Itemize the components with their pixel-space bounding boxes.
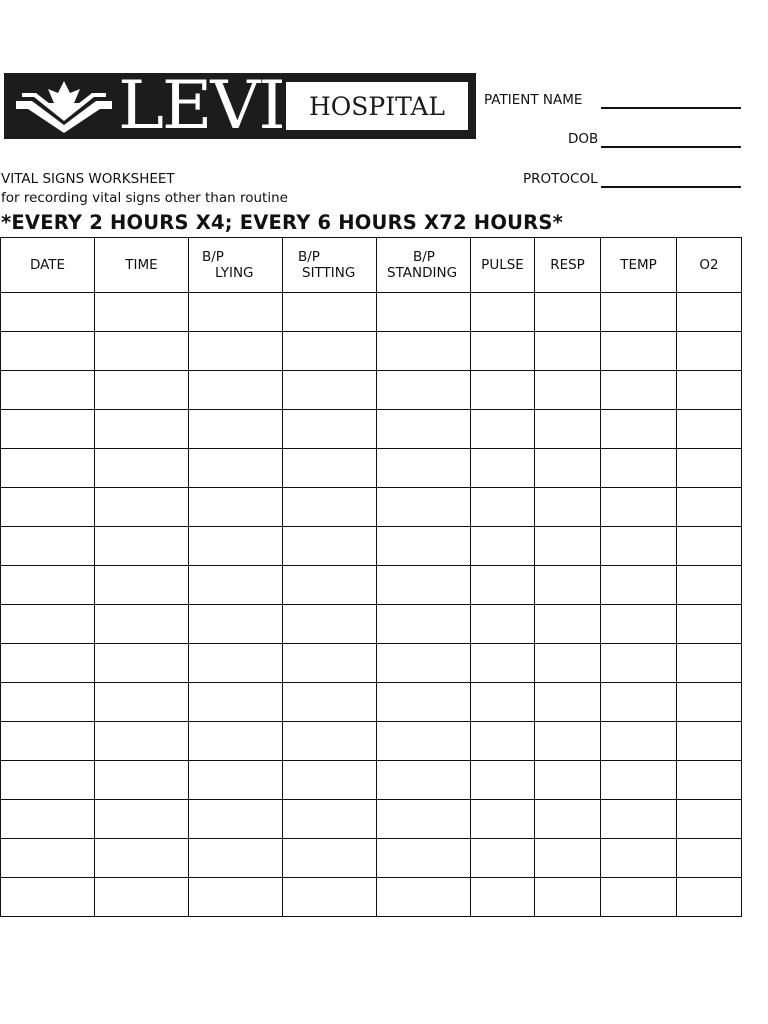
column-header-o2	[677, 238, 742, 293]
cell-pulse[interactable]	[471, 878, 535, 917]
cell-time[interactable]	[95, 761, 189, 800]
cell-b-p-standing[interactable]	[377, 605, 471, 644]
dob-field[interactable]	[601, 146, 741, 148]
cell-resp[interactable]	[535, 761, 601, 800]
cell-b-p-sitting[interactable]	[283, 605, 377, 644]
cell-o2[interactable]	[677, 800, 742, 839]
hospital-logo	[4, 67, 476, 144]
cell-o2[interactable]	[677, 839, 742, 878]
cell-pulse[interactable]	[471, 332, 535, 371]
cell-b-p-standing[interactable]	[377, 644, 471, 683]
cell-b-p-sitting[interactable]	[283, 644, 377, 683]
cell-temp[interactable]	[601, 566, 677, 605]
table-row	[1, 722, 742, 761]
cell-pulse[interactable]	[471, 371, 535, 410]
cell-date[interactable]	[1, 878, 95, 917]
cell-date[interactable]	[1, 527, 95, 566]
cell-b-p-standing[interactable]	[377, 410, 471, 449]
cell-temp[interactable]	[601, 878, 677, 917]
cell-temp[interactable]	[601, 683, 677, 722]
cell-temp[interactable]	[601, 527, 677, 566]
column-header-label: DATE	[29, 257, 66, 273]
cell-o2[interactable]	[677, 683, 742, 722]
cell-resp[interactable]	[535, 683, 601, 722]
cell-time[interactable]	[95, 527, 189, 566]
cell-pulse[interactable]	[471, 761, 535, 800]
cell-pulse[interactable]	[471, 293, 535, 332]
cell-date[interactable]	[1, 371, 95, 410]
cell-resp[interactable]	[535, 449, 601, 488]
cell-b-p-lying[interactable]	[189, 722, 283, 761]
table-row	[1, 566, 742, 605]
cell-b-p-standing[interactable]	[377, 722, 471, 761]
cell-b-p-sitting[interactable]	[283, 410, 377, 449]
table-row	[1, 410, 742, 449]
column-header-date	[1, 238, 95, 293]
cell-pulse[interactable]	[471, 566, 535, 605]
cell-pulse[interactable]	[471, 683, 535, 722]
column-header-time	[95, 238, 189, 293]
table-row	[1, 800, 742, 839]
cell-date[interactable]	[1, 488, 95, 527]
column-header-label: PULSE	[481, 257, 524, 273]
table-row	[1, 488, 742, 527]
cell-temp[interactable]	[601, 722, 677, 761]
cell-o2[interactable]	[677, 488, 742, 527]
cell-temp[interactable]	[601, 488, 677, 527]
cell-pulse[interactable]	[471, 644, 535, 683]
cell-o2[interactable]	[677, 878, 742, 917]
cell-time[interactable]	[95, 293, 189, 332]
cell-o2[interactable]	[677, 566, 742, 605]
column-header-label: B/P	[202, 249, 224, 265]
logo-subtitle: HOSPITAL	[308, 92, 446, 121]
patient-name-field[interactable]	[601, 107, 741, 109]
cell-temp[interactable]	[601, 605, 677, 644]
cell-temp[interactable]	[601, 761, 677, 800]
cell-o2[interactable]	[677, 293, 742, 332]
cell-time[interactable]	[95, 605, 189, 644]
cell-b-p-lying[interactable]	[189, 332, 283, 371]
cell-time[interactable]	[95, 878, 189, 917]
cell-b-p-lying[interactable]	[189, 527, 283, 566]
column-header-sublabel: STANDING	[387, 265, 458, 281]
cell-o2[interactable]	[677, 449, 742, 488]
cell-b-p-sitting[interactable]	[283, 293, 377, 332]
table-row	[1, 371, 742, 410]
column-header-label: O2	[699, 257, 719, 273]
cell-pulse[interactable]	[471, 839, 535, 878]
column-header-sublabel: SITTING	[302, 265, 356, 281]
cell-date[interactable]	[1, 293, 95, 332]
cell-b-p-standing[interactable]	[377, 839, 471, 878]
cell-pulse[interactable]	[471, 488, 535, 527]
cell-o2[interactable]	[677, 371, 742, 410]
table-row	[1, 293, 742, 332]
cell-b-p-standing[interactable]	[377, 293, 471, 332]
table-row	[1, 449, 742, 488]
column-header-label: TEMP	[620, 257, 657, 273]
cell-b-p-standing[interactable]	[377, 878, 471, 917]
cell-b-p-sitting[interactable]	[283, 566, 377, 605]
cell-pulse[interactable]	[471, 449, 535, 488]
cell-time[interactable]	[95, 683, 189, 722]
table-header-row	[1, 238, 742, 293]
cell-b-p-sitting[interactable]	[283, 332, 377, 371]
cell-time[interactable]	[95, 644, 189, 683]
cell-temp[interactable]	[601, 371, 677, 410]
vitals-table-body	[1, 293, 742, 917]
cell-pulse[interactable]	[471, 800, 535, 839]
cell-date[interactable]	[1, 605, 95, 644]
cell-o2[interactable]	[677, 605, 742, 644]
cell-b-p-sitting[interactable]	[283, 449, 377, 488]
logo-wordmark: LEVI	[118, 67, 284, 144]
protocol-banner: *EVERY 2 HOURS X4; EVERY 6 HOURS X72 HOURS*	[1, 211, 563, 234]
column-header-temp	[601, 238, 677, 293]
cell-date[interactable]	[1, 332, 95, 371]
cell-date[interactable]	[1, 800, 95, 839]
cell-time[interactable]	[95, 371, 189, 410]
cell-b-p-standing[interactable]	[377, 683, 471, 722]
cell-date[interactable]	[1, 722, 95, 761]
cell-temp[interactable]	[601, 839, 677, 878]
cell-time[interactable]	[95, 449, 189, 488]
cell-pulse[interactable]	[471, 722, 535, 761]
cell-o2[interactable]	[677, 644, 742, 683]
cell-time[interactable]	[95, 488, 189, 527]
cell-time[interactable]	[95, 800, 189, 839]
column-header-label: B/P	[298, 249, 320, 265]
column-header-sublabel: LYING	[215, 265, 254, 281]
column-header-pulse	[471, 238, 535, 293]
cell-date[interactable]	[1, 410, 95, 449]
cell-resp[interactable]	[535, 878, 601, 917]
cell-resp[interactable]	[535, 722, 601, 761]
cell-resp[interactable]	[535, 566, 601, 605]
table-row	[1, 644, 742, 683]
cell-b-p-lying[interactable]	[189, 761, 283, 800]
cell-time[interactable]	[95, 410, 189, 449]
cell-pulse[interactable]	[471, 605, 535, 644]
cell-date[interactable]	[1, 839, 95, 878]
column-header-label: RESP	[550, 257, 585, 273]
cell-o2[interactable]	[677, 332, 742, 371]
cell-pulse[interactable]	[471, 527, 535, 566]
column-header-bp-sitting	[283, 238, 377, 293]
worksheet-title: VITAL SIGNS WORKSHEET	[1, 171, 175, 187]
column-header-label: TIME	[125, 257, 158, 273]
cell-b-p-sitting[interactable]	[283, 722, 377, 761]
cell-o2[interactable]	[677, 761, 742, 800]
cell-b-p-lying[interactable]	[189, 566, 283, 605]
cell-o2[interactable]	[677, 527, 742, 566]
column-header-bp-lying	[189, 238, 283, 293]
cell-b-p-sitting[interactable]	[283, 683, 377, 722]
cell-b-p-standing[interactable]	[377, 371, 471, 410]
table-row	[1, 683, 742, 722]
cell-pulse[interactable]	[471, 410, 535, 449]
cell-date[interactable]	[1, 683, 95, 722]
cell-date[interactable]	[1, 449, 95, 488]
cell-resp[interactable]	[535, 332, 601, 371]
cell-resp[interactable]	[535, 488, 601, 527]
protocol-label: PROTOCOL	[523, 171, 598, 187]
cell-resp[interactable]	[535, 371, 601, 410]
cell-resp[interactable]	[535, 839, 601, 878]
cell-b-p-lying[interactable]	[189, 644, 283, 683]
cell-b-p-sitting[interactable]	[283, 839, 377, 878]
cell-temp[interactable]	[601, 644, 677, 683]
column-header-resp	[535, 238, 601, 293]
cell-o2[interactable]	[677, 410, 742, 449]
cell-temp[interactable]	[601, 410, 677, 449]
cell-o2[interactable]	[677, 722, 742, 761]
dob-label: DOB	[568, 131, 599, 147]
vitals-table	[0, 237, 742, 917]
cell-temp[interactable]	[601, 800, 677, 839]
table-row	[1, 332, 742, 371]
table-row	[1, 761, 742, 800]
table-row	[1, 605, 742, 644]
cell-time[interactable]	[95, 839, 189, 878]
cell-b-p-lying[interactable]	[189, 683, 283, 722]
column-header-label: B/P	[413, 249, 435, 265]
cell-resp[interactable]	[535, 644, 601, 683]
cell-temp[interactable]	[601, 293, 677, 332]
cell-resp[interactable]	[535, 800, 601, 839]
cell-b-p-sitting[interactable]	[283, 761, 377, 800]
cell-date[interactable]	[1, 761, 95, 800]
cell-date[interactable]	[1, 644, 95, 683]
protocol-field[interactable]	[601, 186, 741, 188]
table-row	[1, 527, 742, 566]
cell-b-p-sitting[interactable]	[283, 371, 377, 410]
cell-time[interactable]	[95, 722, 189, 761]
cell-resp[interactable]	[535, 293, 601, 332]
cell-temp[interactable]	[601, 332, 677, 371]
cell-resp[interactable]	[535, 605, 601, 644]
cell-b-p-lying[interactable]	[189, 371, 283, 410]
cell-b-p-lying[interactable]	[189, 293, 283, 332]
cell-b-p-sitting[interactable]	[283, 488, 377, 527]
patient-name-label: PATIENT NAME	[484, 92, 583, 108]
cell-b-p-lying[interactable]	[189, 800, 283, 839]
cell-b-p-standing[interactable]	[377, 488, 471, 527]
cell-b-p-lying[interactable]	[189, 878, 283, 917]
table-row	[1, 839, 742, 878]
cell-b-p-standing[interactable]	[377, 800, 471, 839]
cell-temp[interactable]	[601, 449, 677, 488]
cell-b-p-lying[interactable]	[189, 488, 283, 527]
cell-date[interactable]	[1, 566, 95, 605]
table-row	[1, 878, 742, 917]
cell-b-p-sitting[interactable]	[283, 527, 377, 566]
cell-b-p-standing[interactable]	[377, 566, 471, 605]
worksheet-subtitle: for recording vital signs other than routine	[1, 190, 288, 206]
cell-b-p-lying[interactable]	[189, 839, 283, 878]
cell-resp[interactable]	[535, 527, 601, 566]
cell-b-p-lying[interactable]	[189, 605, 283, 644]
cell-b-p-standing[interactable]	[377, 761, 471, 800]
cell-b-p-lying[interactable]	[189, 449, 283, 488]
cell-b-p-standing[interactable]	[377, 527, 471, 566]
cell-resp[interactable]	[535, 410, 601, 449]
cell-b-p-sitting[interactable]	[283, 800, 377, 839]
cell-b-p-lying[interactable]	[189, 410, 283, 449]
logo-subtitle-box	[286, 82, 468, 130]
cell-time[interactable]	[95, 332, 189, 371]
cell-b-p-standing[interactable]	[377, 449, 471, 488]
cell-b-p-standing[interactable]	[377, 332, 471, 371]
cell-b-p-sitting[interactable]	[283, 878, 377, 917]
levi-emblem-icon	[14, 79, 114, 133]
cell-time[interactable]	[95, 566, 189, 605]
column-header-bp-standing	[377, 238, 471, 293]
